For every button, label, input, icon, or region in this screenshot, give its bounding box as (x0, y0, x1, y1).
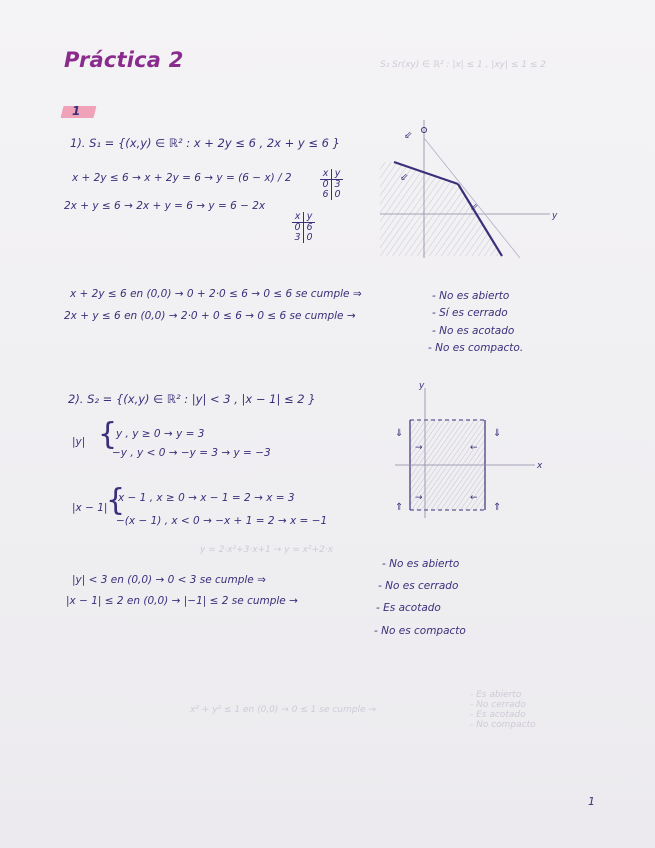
table-header: x (320, 169, 332, 180)
arrow-icon: ⇙ (470, 202, 479, 213)
page-number: 1 (588, 795, 595, 808)
property-item: - Es acotado (376, 602, 441, 614)
property-item: - No es cerrado (378, 580, 459, 592)
graph-region-s2 (385, 380, 565, 520)
table-cell: 0 (334, 189, 341, 200)
table-header: y (304, 212, 315, 223)
bleed-through-text: y = 2·x²+3·x+1 → y = x²+2·x (200, 545, 334, 555)
table-cell: 3 (334, 179, 341, 190)
arrow-icon: ← (470, 443, 478, 453)
bleed-through-text: - No compacto (470, 720, 536, 730)
table-cell: 3 (292, 233, 304, 243)
bleed-through-text: - Es acotado (470, 710, 526, 720)
abs-y-label: |y| (72, 436, 86, 448)
arrow-icon: ⇙ (404, 130, 413, 141)
exercise1-check1: x + 2y ≤ 6 en (0,0) → 0 + 2·0 ≤ 6 → 0 ≤ 6 se cumple ⇒ (70, 288, 362, 300)
bleed-through-text: x² + y² ≤ 1 en (0,0) → 0 ≤ 1 se cumple → (190, 705, 376, 715)
brace-symbol: { (106, 483, 126, 518)
exercise2-check1: |y| < 3 en (0,0) → 0 < 3 se cumple ⇒ (72, 574, 266, 586)
abs-x-label: |x − 1| (72, 502, 108, 514)
property-item: - No es acotado (432, 325, 515, 337)
property-item: - No es abierto (432, 290, 510, 302)
axis-label: y (552, 211, 558, 221)
exercise1-line1: x + 2y ≤ 6 → x + 2y = 6 → y = (6 − x) / 2 (72, 172, 292, 184)
arrow-icon: ⇑ (395, 502, 404, 513)
abs-x-case1: x − 1 , x ≥ 0 → x − 1 = 2 → x = 3 (118, 492, 295, 504)
abs-x-case2: −(x − 1) , x < 0 → −x + 1 = 2 → x = −1 (116, 515, 328, 527)
table-cell: 0 (320, 180, 332, 190)
property-item: - No es compacto. (428, 342, 524, 354)
property-item: - Sí es cerrado (432, 307, 508, 319)
arrow-icon: ⇙ (400, 172, 409, 183)
bleed-through-text: - Es abierto (470, 690, 522, 700)
arrow-icon: → (415, 493, 423, 503)
brace-symbol: { (98, 417, 118, 452)
exercise1-check2: 2x + y ≤ 6 en (0,0) → 2·0 + 0 ≤ 6 → 0 ≤ 6 se cumple → (64, 310, 356, 322)
bleed-through-text: S₂ Sr(xy) ∈ ℝ² : |x| ≤ 1 , |xy| ≤ 1 ≤ 2 (380, 60, 546, 70)
arrow-icon: ⇓ (493, 428, 502, 439)
bleed-through-list (470, 690, 536, 730)
section-number: 1 (72, 104, 81, 118)
exercise2-header: 2). S₂ = {(x,y) ∈ ℝ² : |y| < 3 , |x − 1| ≤ 2 } (68, 392, 316, 406)
exercise1-header: 1). S₁ = {(x,y) ∈ ℝ² : x + 2y ≤ 6 , 2x + y ≤ 6 } (70, 136, 340, 150)
arrow-icon: ⇓ (395, 428, 404, 439)
exercise1-line2: 2x + y ≤ 6 → 2x + y = 6 → y = 6 − 2x (64, 200, 266, 212)
axis-label: y (419, 381, 425, 391)
value-table-2 (292, 212, 315, 243)
abs-y-case1: y , y ≥ 0 → y = 3 (116, 428, 205, 440)
graph-region-s1 (380, 108, 570, 268)
table-cell: 6 (320, 190, 332, 200)
value-table-1 (320, 169, 343, 200)
property-item: - No es abierto (382, 558, 460, 570)
page-title: Práctica 2 (64, 48, 184, 72)
table-cell: 0 (306, 232, 313, 243)
property-item: - No es compacto (374, 625, 466, 637)
arrow-icon: ← (470, 493, 478, 503)
exercise2-check2: |x − 1| ≤ 2 en (0,0) → |−1| ≤ 2 se cumple → (66, 595, 298, 607)
arrow-icon: → (415, 443, 423, 453)
axis-label: x (537, 461, 543, 471)
table-header: x (292, 212, 304, 223)
bleed-through-text: - No cerrado (470, 700, 526, 710)
table-cell: 6 (306, 222, 313, 233)
table-cell: 0 (292, 223, 304, 233)
table-header: y (332, 169, 343, 180)
shaded-region (380, 162, 502, 256)
arrow-icon: ⇑ (493, 502, 502, 513)
abs-y-case2: −y , y < 0 → −y = 3 → y = −3 (112, 447, 271, 459)
